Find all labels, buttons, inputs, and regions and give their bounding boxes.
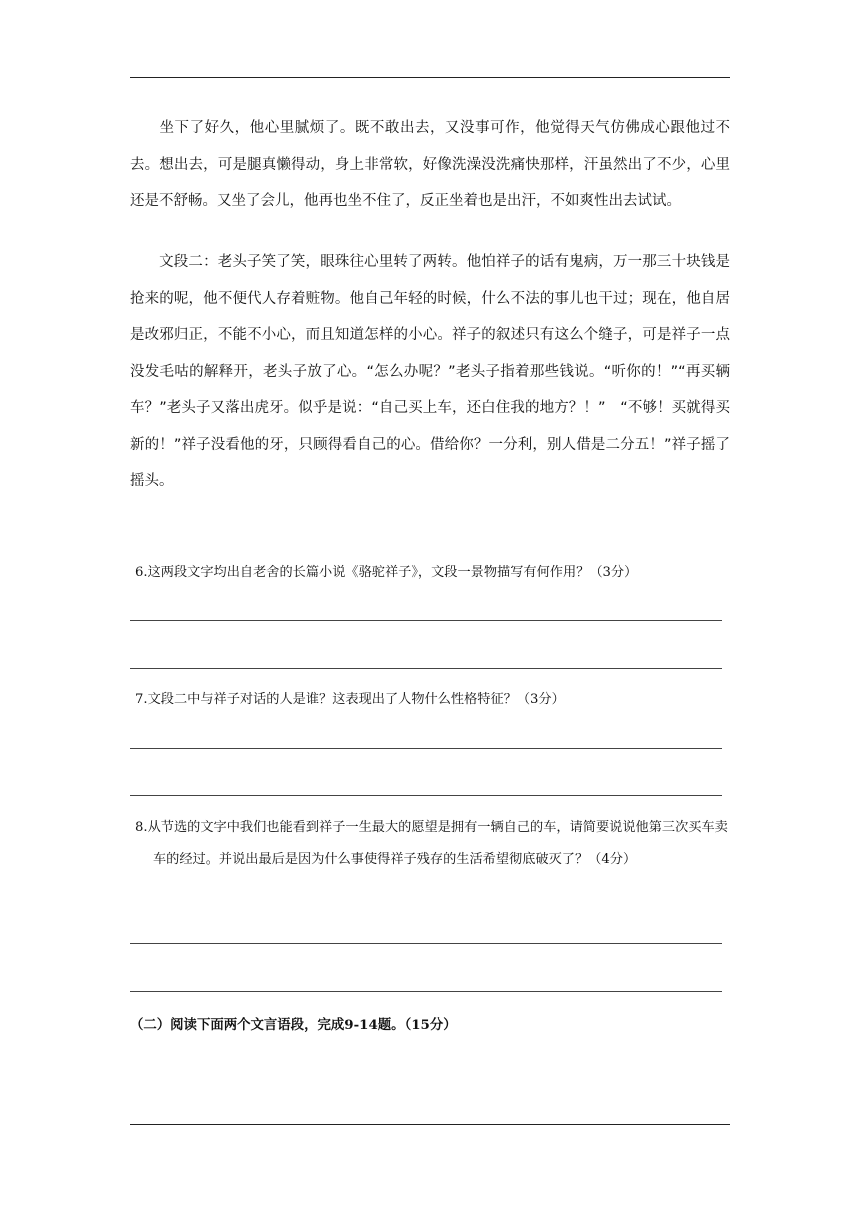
question-6-text: 6.这两段文字均出自老舍的长篇小说《骆驼祥子》，文段一景物描写有何作用？（3分） (135, 565, 638, 580)
passage-paragraph-1 (130, 110, 730, 220)
section-heading (130, 1014, 730, 1033)
section-heading-text: （二）阅读下面两个文言语段，完成9-14题。（15分） (130, 1017, 457, 1033)
answer-line-8a[interactable] (130, 943, 722, 944)
question-8-text: 8.从节选的文字中我们也能看到祥子一生最大的愿望是拥有一辆自己的车，请简要说说他第三次买车卖车的经过。并说出最后是因为什么事使得祥子残存的生活希望彻底破灭了？（4分） (135, 820, 728, 867)
top-rule (130, 77, 730, 78)
answer-line-8b[interactable] (130, 991, 722, 992)
answer-line-7a[interactable] (130, 748, 722, 749)
passage-paragraph-2 (130, 244, 730, 500)
answer-line-6a[interactable] (130, 620, 722, 621)
answer-line-6b[interactable] (130, 668, 722, 669)
answer-line-7b[interactable] (130, 795, 722, 796)
bottom-rule (130, 1124, 730, 1125)
question-7 (135, 684, 730, 716)
question-6 (135, 557, 730, 589)
question-7-text: 7.文段二中与祥子对话的人是谁？这表现出了人物什么性格特征？（3分） (135, 692, 565, 707)
passage-paragraph-1-text: 坐下了好久，他心里腻烦了。既不敢出去，又没事可作，他觉得天气仿佛成心跟他过不去。想出去，可是腿真懒得动，身上非常软，好像洗澡没洗痛快那样，汗虽然出了不少，心里还是不舒畅。又坐了会儿，他再也坐不住了，反正坐着也是出汗，不如爽性出去试试。 (130, 120, 730, 209)
question-8 (135, 812, 730, 876)
passage-paragraph-2-text: 文段二：老头子笑了笑，眼珠往心里转了两转。他怕祥子的话有鬼病，万一那三十块钱是抢来的呢，他不便代人存着赃物。他自己年轻的时候，什么不法的事儿也干过；现在，他自居是改邪归正，不能不小心，而且知道怎样的小心。祥子的叙述只有这么个缝子，可是祥子一点没发毛咕的解释开，老头子放了心。“怎么办呢？”老头子指着那些钱说。“听你的！”“再买辆车？”老头子又落出虎牙。似乎是说：“自己买上车，还白住我的地方？！” “不够！买就得买新的！”祥子没看他的牙，只顾得看自己的心。借给你？一分利，别人借是二分五！”祥子摇了摇头。 (130, 254, 730, 489)
